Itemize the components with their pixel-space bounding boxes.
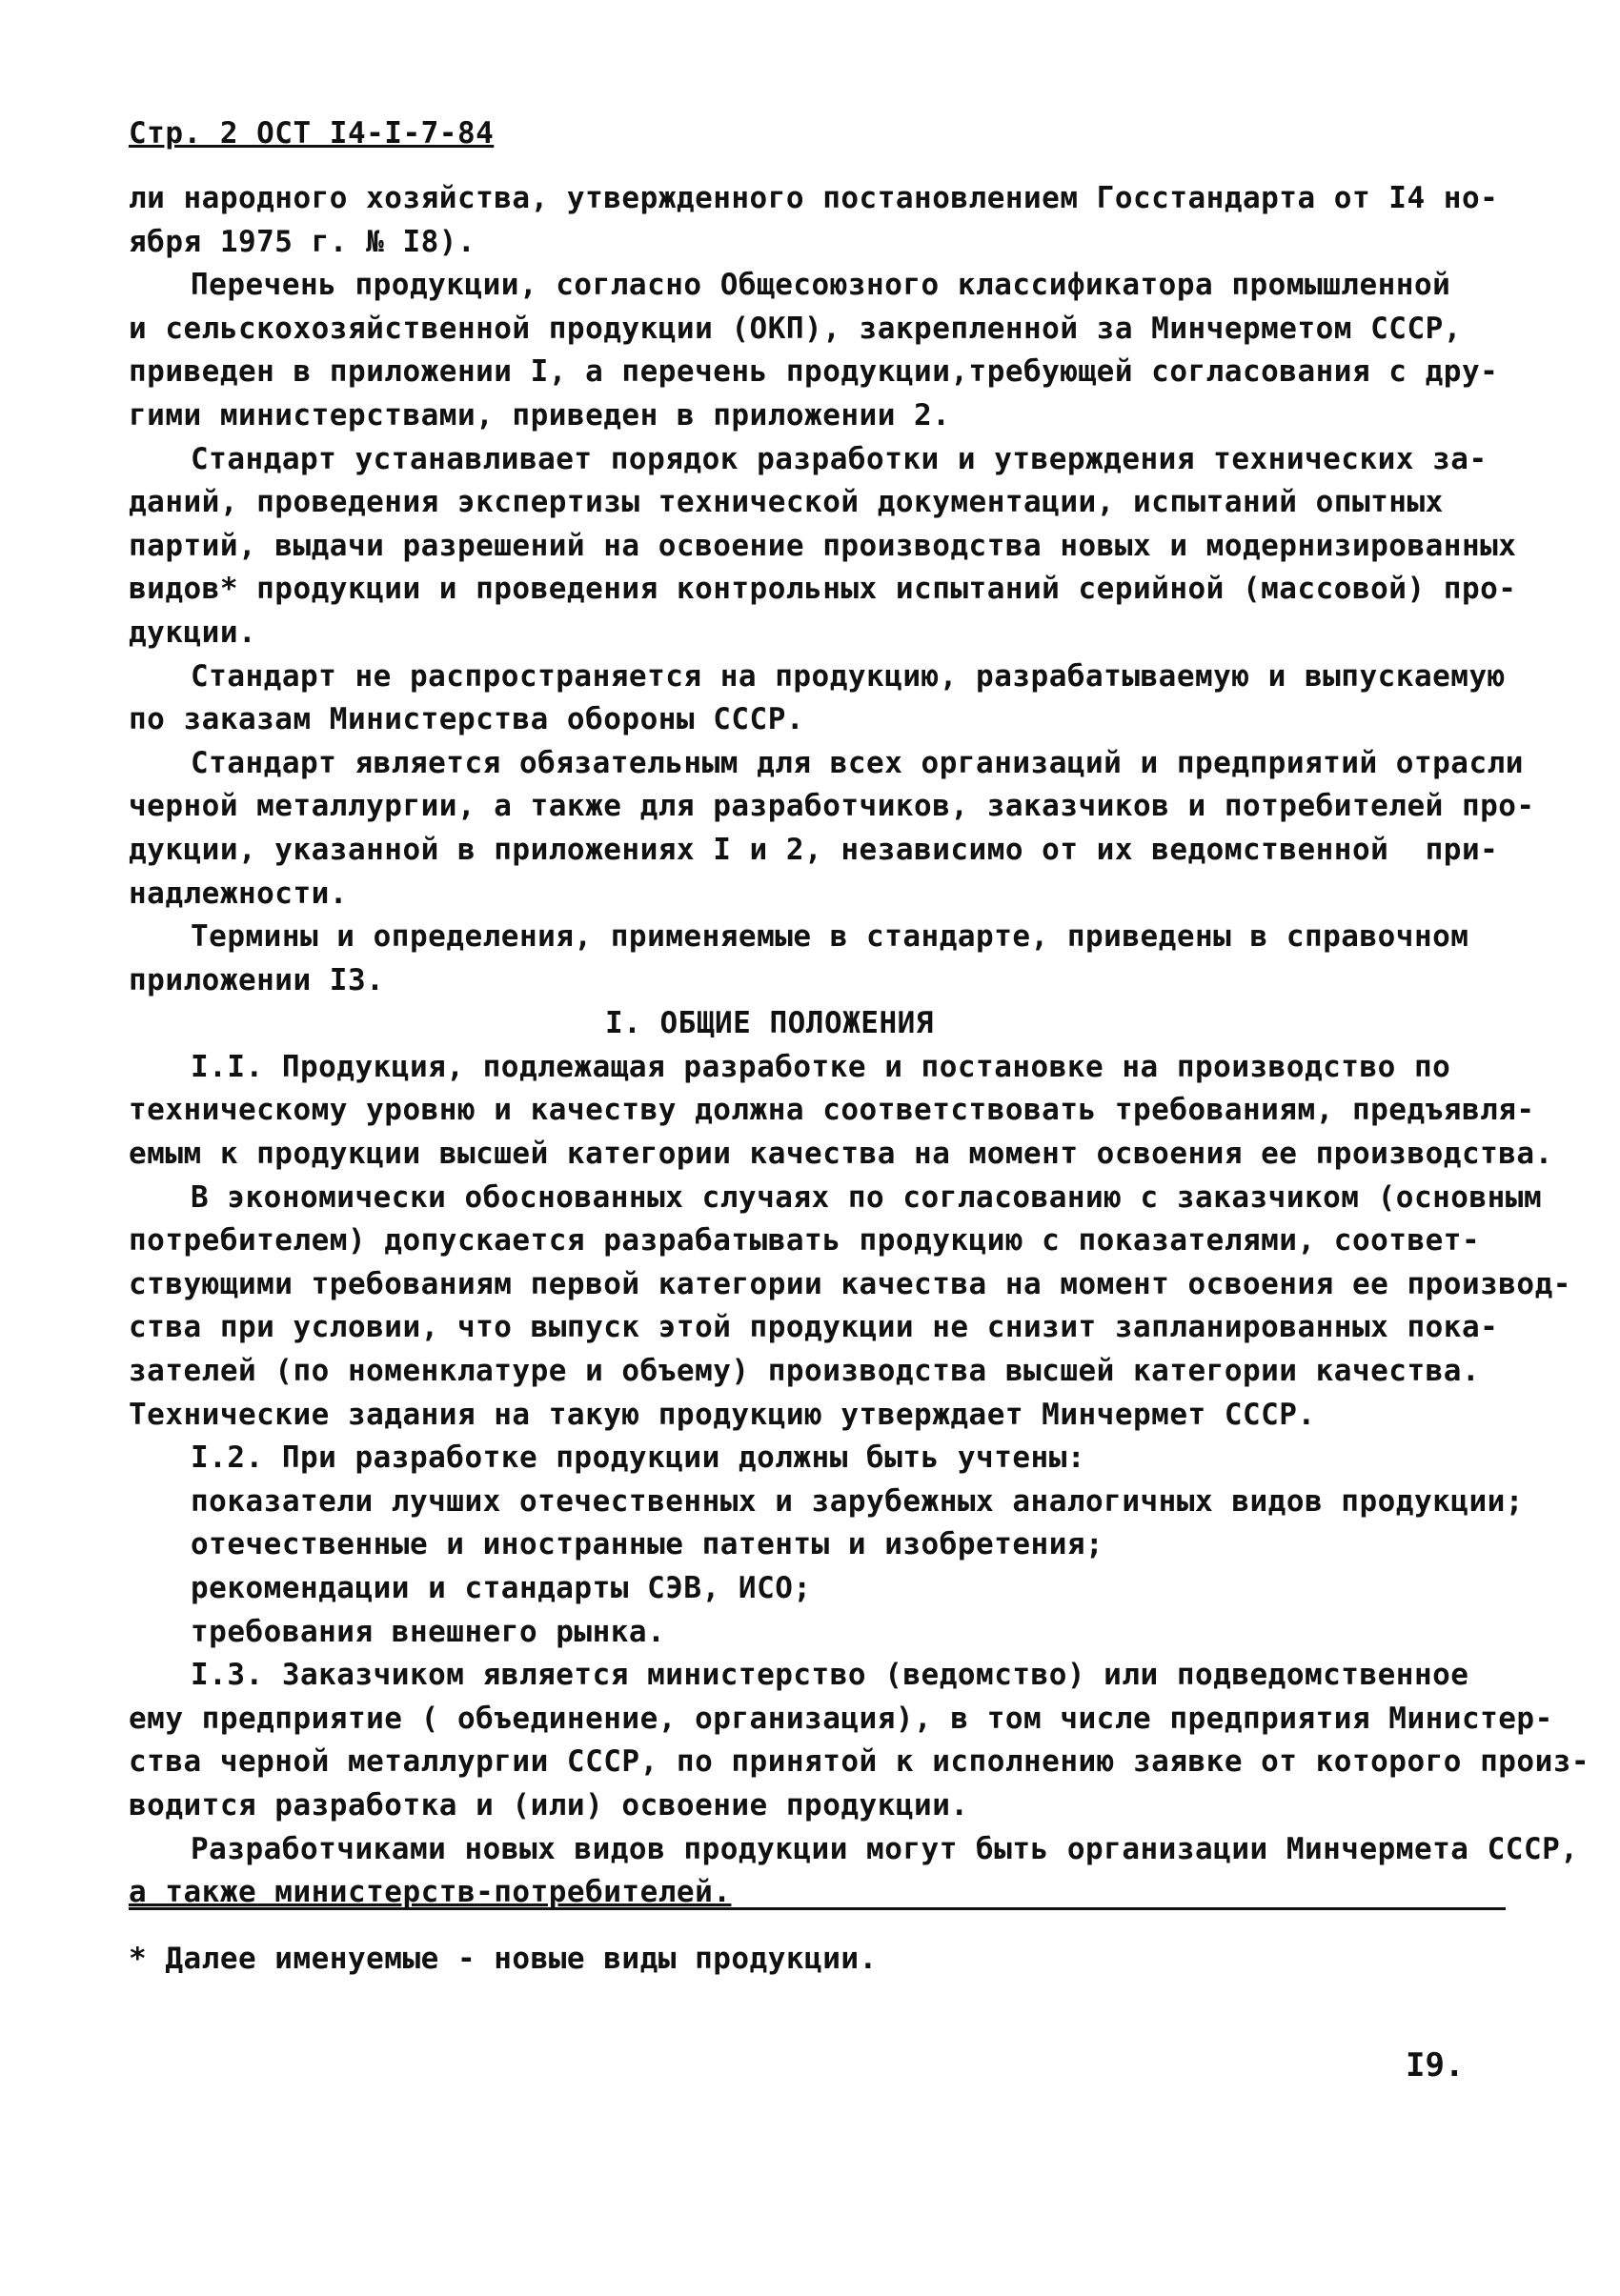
- text-line: а также министерств-потребителей.: [129, 1875, 732, 1910]
- text-line: даний, проведения экспертизы технической документации, испытаний опытных: [129, 485, 1444, 520]
- text-line: ему предприятие ( объединение, организация), в том числе предприятия Министер-: [129, 1701, 1553, 1736]
- text-line: I.3. Заказчиком является министерство (ведомство) или подведомственное: [191, 1658, 1469, 1693]
- text-line: Стандарт не распространяется на продукцию, разрабатываемую и выпускаемую: [191, 658, 1506, 694]
- text-line: Разработчиками новых видов продукции могут быть организации Минчермета СССР,: [191, 1831, 1579, 1866]
- text-line: Стандарт является обязательным для всех организаций и предприятий отрасли: [191, 745, 1524, 780]
- text-line: емым к продукции высшей категории качества на момент освоения ее производства.: [129, 1137, 1553, 1172]
- page-header: Стр. 2 ОСТ I4-I-7-84: [129, 116, 495, 151]
- text-line: надлежности.: [129, 876, 348, 911]
- text-line: В экономически обоснованных случаях по согласованию с заказчиком (основным: [191, 1179, 1543, 1215]
- text-line: I.I. Продукция, подлежащая разработке и постановке на производство по: [191, 1049, 1451, 1084]
- text-line: водится разработка и (или) освоение продукции.: [129, 1787, 969, 1823]
- text-line: приведен в приложении I, а перечень продукции,требующей согласования с дру-: [129, 354, 1499, 390]
- text-line: Технические задания на такую продукцию утверждает Минчермет СССР.: [129, 1397, 1316, 1432]
- list-item: отечественные и иностранные патенты и изобретения;: [191, 1527, 1104, 1562]
- document-body: [129, 177, 1590, 1915]
- page-number: I9.: [1406, 2046, 1465, 2085]
- text-line: по заказам Министерства обороны СССР.: [129, 702, 805, 737]
- text-line: зателей (по номенклатуре и объему) производства высшей категории качества.: [129, 1354, 1481, 1389]
- text-line: черной металлургии, а также для разработчиков, заказчиков и потребителей про-: [129, 789, 1535, 824]
- text-line: и сельскохозяйственной продукции (ОКП), закрепленной за Минчерметом СССР,: [129, 311, 1462, 346]
- text-line: техническому уровню и качеству должна соответствовать требованиям, предъявля-: [129, 1093, 1535, 1128]
- text-line: потребителем) допускается разрабатывать продукцию с показателями, соответ-: [129, 1223, 1481, 1259]
- text-line: ли народного хозяйства, утвержденного постановлением Госстандарта от I4 но-: [129, 181, 1499, 215]
- text-line: гими министерствами, приведен в приложении 2.: [129, 397, 951, 433]
- text-line: видов* продукции и проведения контрольных испытаний серийной (массовой) про-: [129, 572, 1517, 607]
- text-line: I.2. При разработке продукции должны быть учтены:: [191, 1440, 1086, 1476]
- list-item: рекомендации и стандарты СЭВ, ИСО;: [191, 1571, 812, 1605]
- text-line: ства при условии, что выпуск этой продукции не снизит запланированных пока-: [129, 1310, 1499, 1345]
- footnote-divider: [129, 1907, 1506, 1910]
- text-line: Термины и определения, применяемые в стандарте, приведены в справочном: [191, 919, 1469, 955]
- text-line: дукции.: [129, 614, 257, 650]
- text-line: ства черной металлургии СССР, по принятой к исполнению заявке от которого произ-: [129, 1744, 1590, 1780]
- list-item: требования внешнего рынка.: [191, 1614, 666, 1649]
- text-line: ствующими требованиям первой категории качества на момент освоения ее производ-: [129, 1266, 1571, 1301]
- text-line: дукции, указанной в приложениях I и 2, независимо от их ведомственной при-: [129, 832, 1499, 867]
- list-item: показатели лучших отечественных и зарубежных аналогичных видов продукции;: [191, 1483, 1524, 1519]
- text-line: ября 1975 г. № I8).: [129, 224, 476, 259]
- section-heading: I. ОБЩИЕ ПОЛОЖЕНИЯ: [605, 1006, 934, 1041]
- text-line: Перечень продукции, согласно Общесоюзного классификатора промышленной: [191, 268, 1451, 303]
- text-line: Стандарт устанавливает порядок разработки и утверждения технических за-: [191, 441, 1488, 476]
- text-line: партий, выдачи разрешений на освоение производства новых и модернизированных: [129, 528, 1517, 563]
- text-line: приложении I3.: [129, 962, 385, 997]
- footnote: * Далее именуемые - новые виды продукции.: [129, 1942, 878, 1976]
